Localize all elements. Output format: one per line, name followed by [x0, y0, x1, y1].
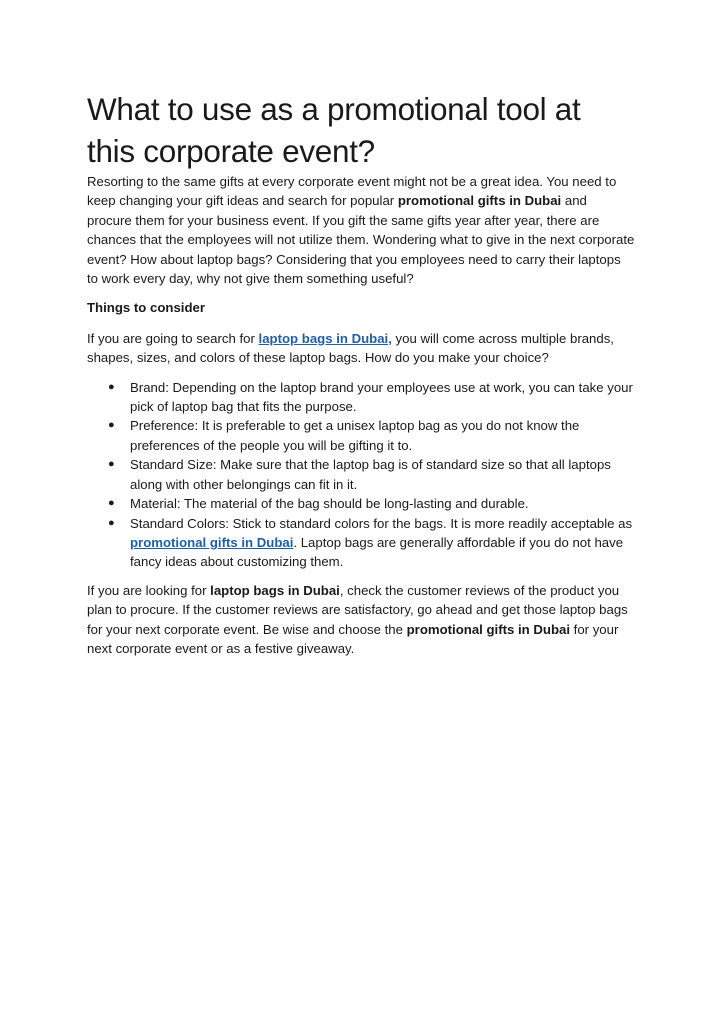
bullet-icon: ● [108, 380, 115, 393]
closing-text-2: , check the customer reviews of the product you plan to procure. If the customer reviews are satisfactory, go ahead and get those laptop bags for your next corporate event. Be wise and choose the [87, 582, 628, 637]
list-item-text: Brand: Depending on the laptop brand your employees use at work, you can take your pick of laptop bag that fits the purpose. [130, 379, 633, 415]
intro-text-1: Resorting to the same gifts at every corporate event might not be a great idea. You need to keep changing your gift ideas and search for popular [87, 174, 617, 209]
search-text-2: you will come across multiple brands, shapes, sizes, and colors of these laptop bags. How do you make your choice? [87, 330, 614, 366]
list-item-text-1: Standard Colors: Stick to standard colors for the bags. It is more readily acceptable as [130, 515, 633, 531]
laptop-bags-link[interactable]: laptop bags in Dubai, [258, 330, 392, 346]
closing-bold-keyword-1: laptop bags in Dubai [210, 582, 340, 598]
list-item [108, 494, 635, 513]
considerations-list [87, 378, 635, 572]
list-item-text: Standard Size: Make sure that the laptop bag is of standard size so that all laptops along with other belongings can fit in it. [130, 457, 611, 492]
intro-text-2: and procure them for your business event. If you gift the same gifts year after year, there are chances that the employees will not utilize them. Wondering what to give in the next corporate event? How about laptop bags? Considering that you employees need to carry their laptops to work every day, why not give them something useful? [87, 193, 635, 287]
list-item [108, 378, 635, 417]
list-item-text: Preference: It is preferable to get a unisex laptop bag as you do not know the preferences of the people you will be gifting it to. [130, 418, 580, 453]
search-paragraph [87, 329, 635, 368]
closing-text-1: If you are looking for [87, 582, 211, 598]
intro-paragraph [87, 172, 635, 288]
list-item [108, 416, 635, 455]
search-text-1: If you are going to search for [87, 330, 259, 346]
intro-bold-keyword: promotional gifts in Dubai [397, 193, 562, 209]
document-page [87, 88, 635, 658]
closing-text-3: for your next corporate event or as a festive giveaway. [87, 621, 619, 656]
bullet-icon: ● [108, 516, 115, 529]
promotional-gifts-link[interactable]: promotional gifts in Dubai [130, 534, 294, 550]
bullet-icon: ● [108, 497, 115, 510]
bullet-icon: ● [108, 419, 115, 432]
bullet-icon: ● [108, 458, 115, 471]
section-heading: Things to consider [87, 300, 205, 316]
list-item [108, 455, 635, 494]
page-title: What to use as a promotional tool at this corporate event? [87, 91, 581, 169]
list-item-text-2: . Laptop bags are generally affordable if you do not have fancy ideas about customizing them. [130, 534, 624, 570]
closing-paragraph [87, 581, 635, 659]
list-item-text: Material: The material of the bag should be long-lasting and durable. [130, 496, 529, 512]
list-item [108, 514, 635, 572]
closing-bold-keyword-2: promotional gifts in Dubai [406, 621, 570, 637]
